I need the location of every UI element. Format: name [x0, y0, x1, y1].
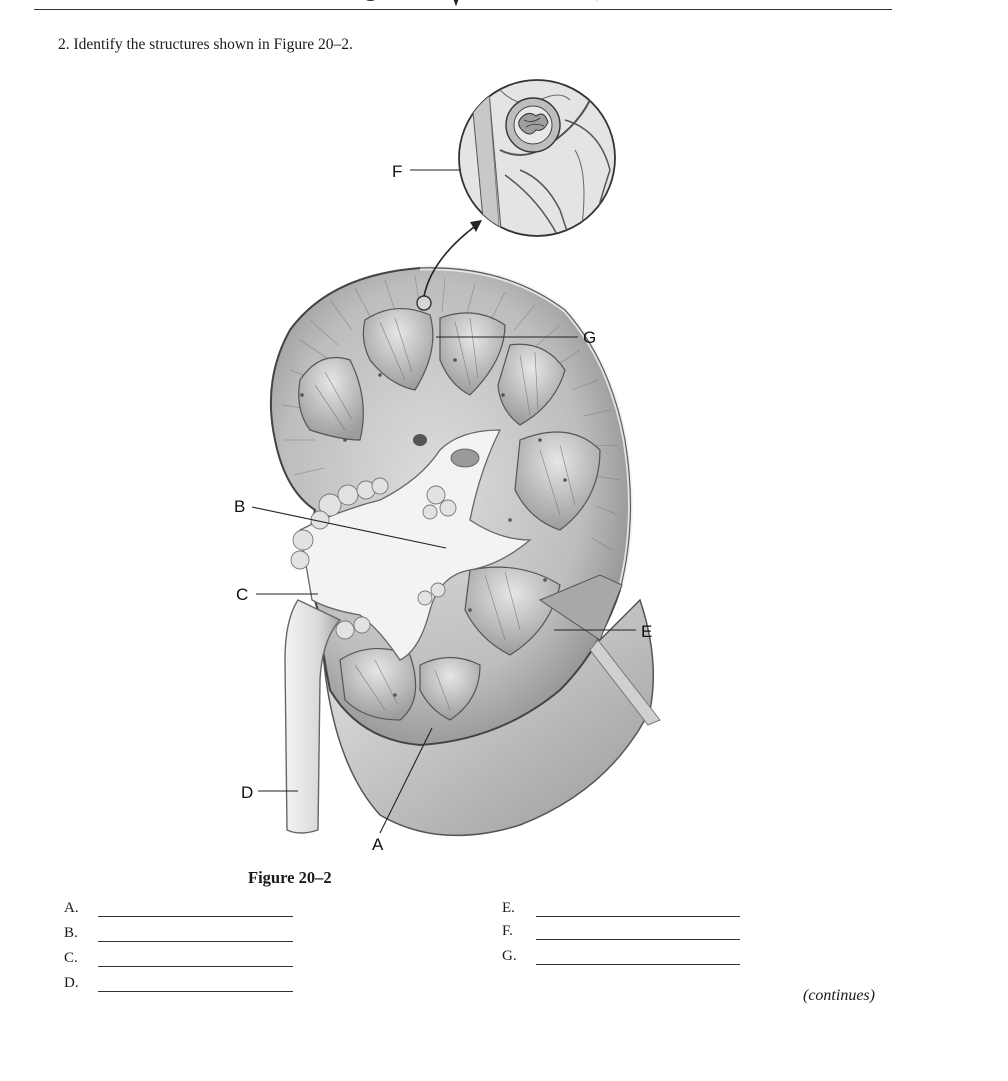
continues-note: (continues) [803, 987, 875, 1004]
answer-row-a [64, 900, 293, 917]
nephron-inset [459, 80, 615, 240]
answer-row-b [64, 925, 293, 942]
answer-letter: E. [502, 900, 515, 916]
answer-blank-g[interactable] [536, 950, 740, 965]
answer-letter: A. [64, 900, 79, 916]
label-g: G [583, 328, 597, 347]
answer-blank-c[interactable] [98, 952, 293, 967]
label-d: D [241, 783, 254, 802]
zoom-source-marker [417, 296, 431, 310]
label-a: A [372, 835, 384, 854]
answer-letter: B. [64, 925, 78, 941]
answer-letter: F. [502, 923, 513, 939]
answer-row-e [502, 900, 740, 917]
label-e: E [641, 622, 653, 641]
answer-row-c [64, 950, 293, 967]
answer-row-g [502, 948, 740, 965]
answer-letter: C. [64, 950, 78, 966]
answer-row-f [502, 923, 740, 940]
answer-blank-b[interactable] [98, 927, 293, 942]
label-b: B [234, 497, 246, 516]
question-text: Identify the structures shown in Figure 20–2. [73, 36, 353, 53]
answer-letter: G. [502, 948, 517, 964]
answer-letter: D. [64, 975, 79, 991]
label-c: C [236, 585, 249, 604]
figure-caption: Figure 20–2 [248, 868, 332, 887]
question-number: 2. [58, 36, 70, 53]
answer-blank-a[interactable] [98, 902, 293, 917]
label-f: F [392, 162, 403, 181]
answer-row-d [64, 975, 293, 992]
answer-blank-f[interactable] [536, 925, 740, 940]
answer-blank-d[interactable] [98, 977, 293, 992]
answer-blank-e[interactable] [536, 902, 740, 917]
